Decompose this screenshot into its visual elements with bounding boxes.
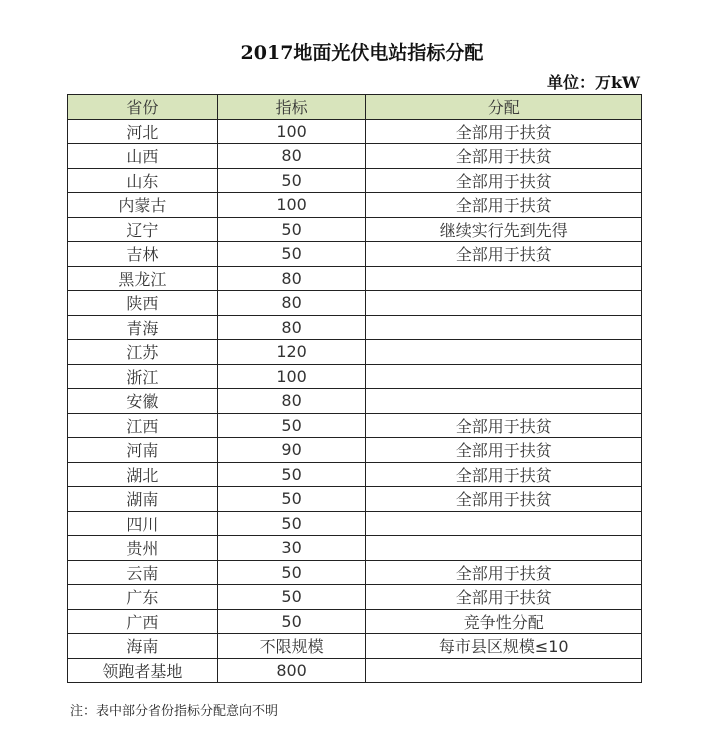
- cell-allocation: 竞争性分配: [366, 609, 642, 634]
- cell-allocation: [366, 511, 642, 536]
- cell-allocation: 全部用于扶贫: [366, 585, 642, 610]
- cell-allocation: 全部用于扶贫: [366, 438, 642, 463]
- table-row: [68, 144, 642, 169]
- table-row: [68, 340, 642, 365]
- cell-quota: 50: [217, 609, 366, 634]
- cell-province: 吉林: [68, 242, 218, 267]
- cell-quota: 80: [217, 315, 366, 340]
- table-row: [68, 609, 642, 634]
- cell-province: 黑龙江: [68, 266, 218, 291]
- cell-quota: 30: [217, 536, 366, 561]
- table-row: [68, 217, 642, 242]
- cell-province: 浙江: [68, 364, 218, 389]
- cell-province: 河北: [68, 119, 218, 144]
- cell-province: 广东: [68, 585, 218, 610]
- cell-province: 湖南: [68, 487, 218, 512]
- cell-quota: 50: [217, 487, 366, 512]
- cell-province: 广西: [68, 609, 218, 634]
- table-row: [68, 315, 642, 340]
- table-row: [68, 291, 642, 316]
- table-row: [68, 193, 642, 218]
- cell-province: 四川: [68, 511, 218, 536]
- table-header-row: [68, 95, 642, 120]
- cell-allocation: [366, 389, 642, 414]
- table-row: [68, 413, 642, 438]
- cell-province: 江西: [68, 413, 218, 438]
- table-row: [68, 389, 642, 414]
- cell-allocation: [366, 266, 642, 291]
- header-quota: 指标: [217, 95, 366, 120]
- cell-allocation: 每市县区规模≤10: [366, 634, 642, 659]
- cell-quota: 120: [217, 340, 366, 365]
- cell-allocation: 全部用于扶贫: [366, 144, 642, 169]
- table-row: [68, 658, 642, 683]
- cell-quota: 80: [217, 266, 366, 291]
- table-row: [68, 462, 642, 487]
- cell-quota: 100: [217, 119, 366, 144]
- cell-allocation: [366, 291, 642, 316]
- table-row: [68, 487, 642, 512]
- footnote: 注：表中部分省份指标分配意向不明: [70, 704, 279, 719]
- table-row: [68, 266, 642, 291]
- table-row: [68, 536, 642, 561]
- cell-province: 安徽: [68, 389, 218, 414]
- cell-quota: 50: [217, 462, 366, 487]
- cell-province: 海南: [68, 634, 218, 659]
- cell-quota: 100: [217, 364, 366, 389]
- cell-quota: 90: [217, 438, 366, 463]
- table-row: [68, 168, 642, 193]
- table-row: [68, 242, 642, 267]
- cell-allocation: 全部用于扶贫: [366, 193, 642, 218]
- cell-province: 陕西: [68, 291, 218, 316]
- cell-province: 贵州: [68, 536, 218, 561]
- table-row: [68, 585, 642, 610]
- cell-quota: 50: [217, 168, 366, 193]
- cell-province: 山东: [68, 168, 218, 193]
- cell-quota: 100: [217, 193, 366, 218]
- cell-province: 内蒙古: [68, 193, 218, 218]
- page-title: 2017地面光伏电站指标分配: [240, 42, 484, 64]
- cell-allocation: [366, 364, 642, 389]
- cell-allocation: [366, 658, 642, 683]
- cell-quota: 50: [217, 413, 366, 438]
- table-row: [68, 438, 642, 463]
- unit-label: 单位：万kW: [546, 73, 640, 92]
- cell-quota: 50: [217, 242, 366, 267]
- cell-province: 河南: [68, 438, 218, 463]
- cell-quota: 800: [217, 658, 366, 683]
- cell-allocation: 全部用于扶贫: [366, 413, 642, 438]
- cell-allocation: 全部用于扶贫: [366, 462, 642, 487]
- cell-allocation: 全部用于扶贫: [366, 560, 642, 585]
- cell-quota: 50: [217, 511, 366, 536]
- cell-allocation: 全部用于扶贫: [366, 168, 642, 193]
- cell-allocation: [366, 315, 642, 340]
- cell-allocation: [366, 536, 642, 561]
- cell-province: 湖北: [68, 462, 218, 487]
- cell-province: 山西: [68, 144, 218, 169]
- cell-quota: 80: [217, 291, 366, 316]
- cell-quota: 不限规模: [217, 634, 366, 659]
- cell-province: 江苏: [68, 340, 218, 365]
- cell-province: 领跑者基地: [68, 658, 218, 683]
- cell-allocation: 全部用于扶贫: [366, 487, 642, 512]
- cell-allocation: 全部用于扶贫: [366, 119, 642, 144]
- cell-quota: 50: [217, 560, 366, 585]
- header-allocation: 分配: [366, 95, 642, 120]
- cell-quota: 50: [217, 585, 366, 610]
- table-row: [68, 364, 642, 389]
- table-row: [68, 560, 642, 585]
- cell-province: 青海: [68, 315, 218, 340]
- cell-province: 辽宁: [68, 217, 218, 242]
- cell-allocation: 全部用于扶贫: [366, 242, 642, 267]
- table-row: [68, 511, 642, 536]
- cell-province: 云南: [68, 560, 218, 585]
- cell-allocation: [366, 340, 642, 365]
- cell-quota: 80: [217, 389, 366, 414]
- cell-allocation: 继续实行先到先得: [366, 217, 642, 242]
- table-row: [68, 119, 642, 144]
- table-row: [68, 634, 642, 659]
- cell-quota: 80: [217, 144, 366, 169]
- header-province: 省份: [68, 95, 218, 120]
- cell-quota: 50: [217, 217, 366, 242]
- allocation-table: [67, 94, 642, 683]
